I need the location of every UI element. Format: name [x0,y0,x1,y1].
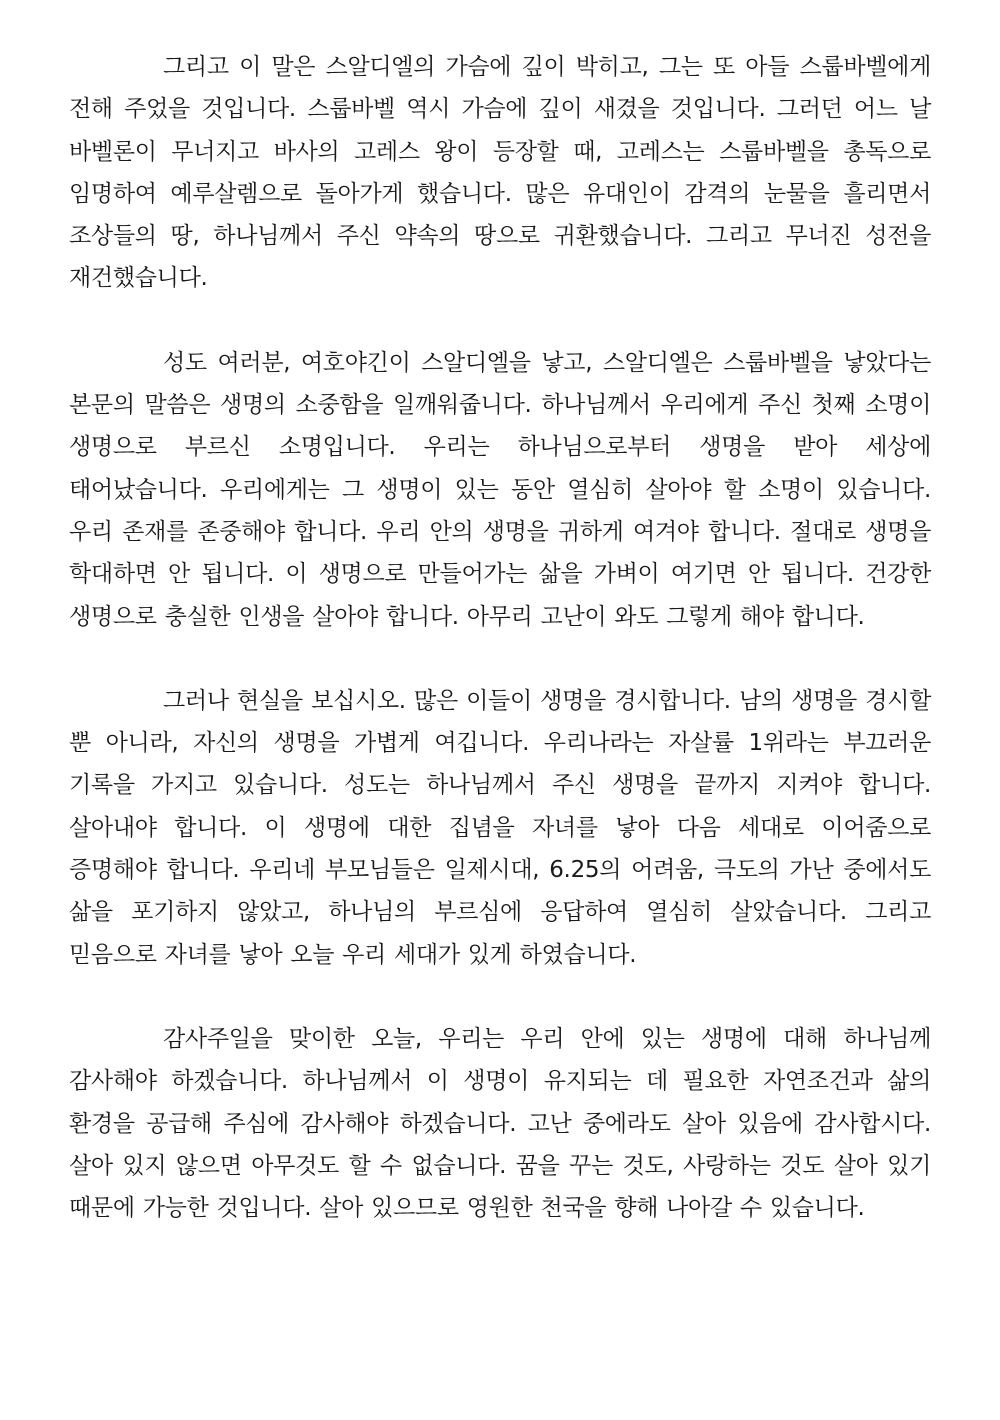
paragraph-1: 그리고 이 말은 스알디엘의 가슴에 깊이 박히고, 그는 또 아들 스룹바벨에게 전해 주었을 것입니다. 스룹바벨 역시 가슴에 깊이 새겼을 것입니다. 그러던 어느 날 바벨론이 무너지고 바사의 고레스 왕이 등장할 때, 고레스는 스룹바벨을 총독으로 임명하여 예루살렘으로 돌아가게 했습니다. 많은 유대인이 감격의 눈물을 흘리면서 조상들의 땅, 하나님께서 주신 약속의 땅으로 귀환했습니다. 그리고 무너진 성전을 재건했습니다. [69,54,931,292]
document-page [69,46,931,1229]
paragraph-3: 그러나 현실을 보십시오. 많은 이들이 생명을 경시합니다. 남의 생명을 경시할 뿐 아니라, 자신의 생명을 가볍게 여깁니다. 우리나라는 자살률 1위라는 부끄러운 기록을 가지고 있습니다. 성도는 하나님께서 주신 생명을 끝까지 지켜야 합니다. 살아내야 합니다. 이 생명에 대한 집념을 자녀를 낳아 다음 세대로 이어줌으로 증명해야 합니다. 우리네 부모님들은 일제시대, 6.25의 어려움, 극도의 가난 중에서도 삶을 포기하지 않았고, 하나님의 부르심에 응답하여 열심히 살았습니다. 그리고 믿음으로 자녀를 낳아 오늘 우리 세대가 있게 하였습니다. [69,687,931,968]
paragraph-4: 감사주일을 맞이한 오늘, 우리는 우리 안에 있는 생명에 대해 하나님께 감사해야 하겠습니다. 하나님께서 이 생명이 유지되는 데 필요한 자연조건과 삶의 환경을 공급해 주심에 감사해야 하겠습니다. 고난 중에라도 살아 있음에 감사합시다. 살아 있지 않으면 아무것도 할 수 없습니다. 꿈을 꾸는 것도, 사랑하는 것도 살아 있기 때문에 가능한 것입니다. 살아 있으므로 영원한 천국을 향해 나아갈 수 있습니다. [69,1025,931,1222]
paragraph-2: 성도 여러분, 여호야긴이 스알디엘을 낳고, 스알디엘은 스룹바벨을 낳았다는 본문의 말씀은 생명의 소중함을 일깨워줍니다. 하나님께서 우리에게 주신 첫째 소명이 생명으로 부르신 소명입니다. 우리는 하나님으로부터 생명을 받아 세상에 태어났습니다. 우리에게는 그 생명이 있는 동안 열심히 살아야 할 소명이 있습니다. 우리 존재를 존중해야 합니다. 우리 안의 생명을 귀하게 여겨야 합니다. 절대로 생명을 학대하면 안 됩니다. 이 생명으로 만들어가는 삶을 가벼이 여기면 안 됩니다. 건강한 생명으로 충실한 인생을 살아야 합니다. 아무리 고난이 와도 그렇게 해야 합니다. [69,349,931,630]
